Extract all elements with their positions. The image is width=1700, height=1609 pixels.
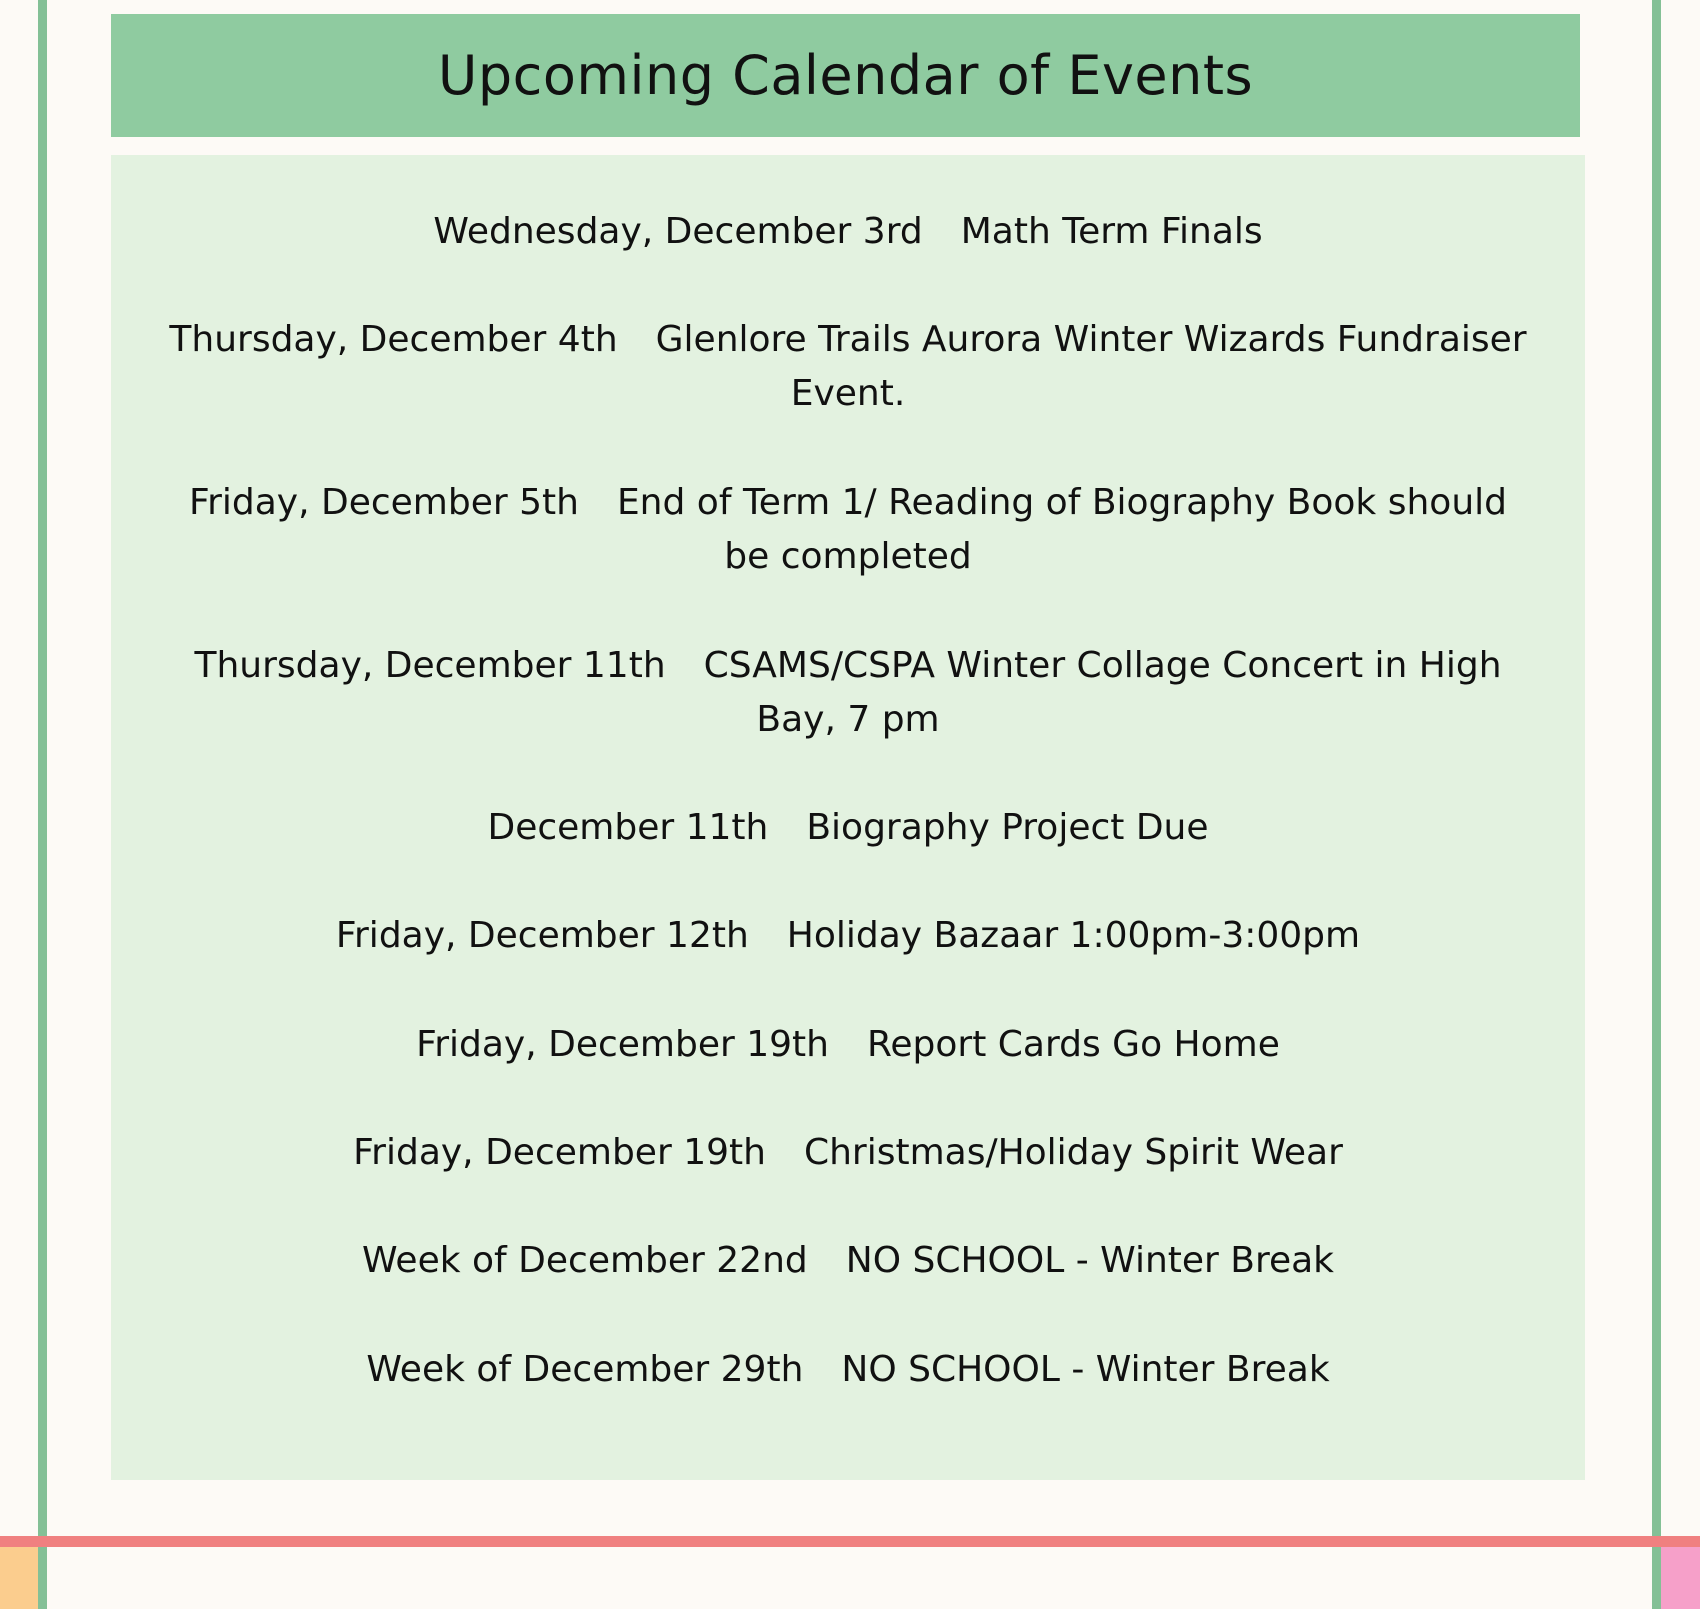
page-title: Upcoming Calendar of Events <box>437 44 1254 107</box>
event-date: Thursday, December 4th <box>169 319 618 360</box>
event-item <box>161 1343 1535 1397</box>
event-description: Christmas/Holiday Spirit Wear <box>803 1132 1343 1173</box>
event-item <box>161 909 1535 963</box>
event-date: Week of December 29th <box>366 1349 804 1390</box>
event-item <box>161 639 1535 747</box>
right-border-rule <box>1652 0 1661 1609</box>
event-date: Friday, December 12th <box>335 915 749 956</box>
event-description: Report Cards Go Home <box>866 1024 1280 1065</box>
event-date: Friday, December 19th <box>416 1024 829 1065</box>
event-date: Wednesday, December 3rd <box>433 211 923 252</box>
event-description: NO SCHOOL - Winter Break <box>845 1240 1335 1281</box>
event-item <box>161 1018 1535 1072</box>
bottom-divider-line <box>0 1536 1700 1547</box>
event-description: Biography Project Due <box>806 807 1209 848</box>
event-date: Friday, December 5th <box>188 482 579 523</box>
event-date: December 11th <box>487 807 769 848</box>
event-item <box>161 1234 1535 1288</box>
event-description: CSAMS/CSPA Winter Collage Concert in High Bay, 7 pm <box>703 645 1502 740</box>
event-item <box>161 1126 1535 1180</box>
event-description: Holiday Bazaar 1:00pm-3:00pm <box>786 915 1361 956</box>
event-item <box>161 476 1535 584</box>
events-panel <box>111 155 1585 1480</box>
left-border-rule <box>38 0 47 1609</box>
title-banner <box>111 14 1580 137</box>
corner-accent-right <box>1661 1547 1700 1609</box>
event-description: NO SCHOOL - Winter Break <box>841 1349 1330 1390</box>
event-item <box>161 313 1535 421</box>
event-date: Friday, December 19th <box>353 1132 766 1173</box>
event-description: End of Term 1/ Reading of Biography Book should be completed <box>616 482 1507 577</box>
event-date: Thursday, December 11th <box>194 645 666 686</box>
corner-accent-left <box>0 1547 38 1609</box>
event-description: Glenlore Trails Aurora Winter Wizards Fundraiser Event. <box>655 319 1527 414</box>
event-date: Week of December 22nd <box>361 1240 808 1281</box>
event-item <box>161 205 1535 259</box>
event-description: Math Term Finals <box>960 211 1263 252</box>
event-item <box>161 801 1535 855</box>
